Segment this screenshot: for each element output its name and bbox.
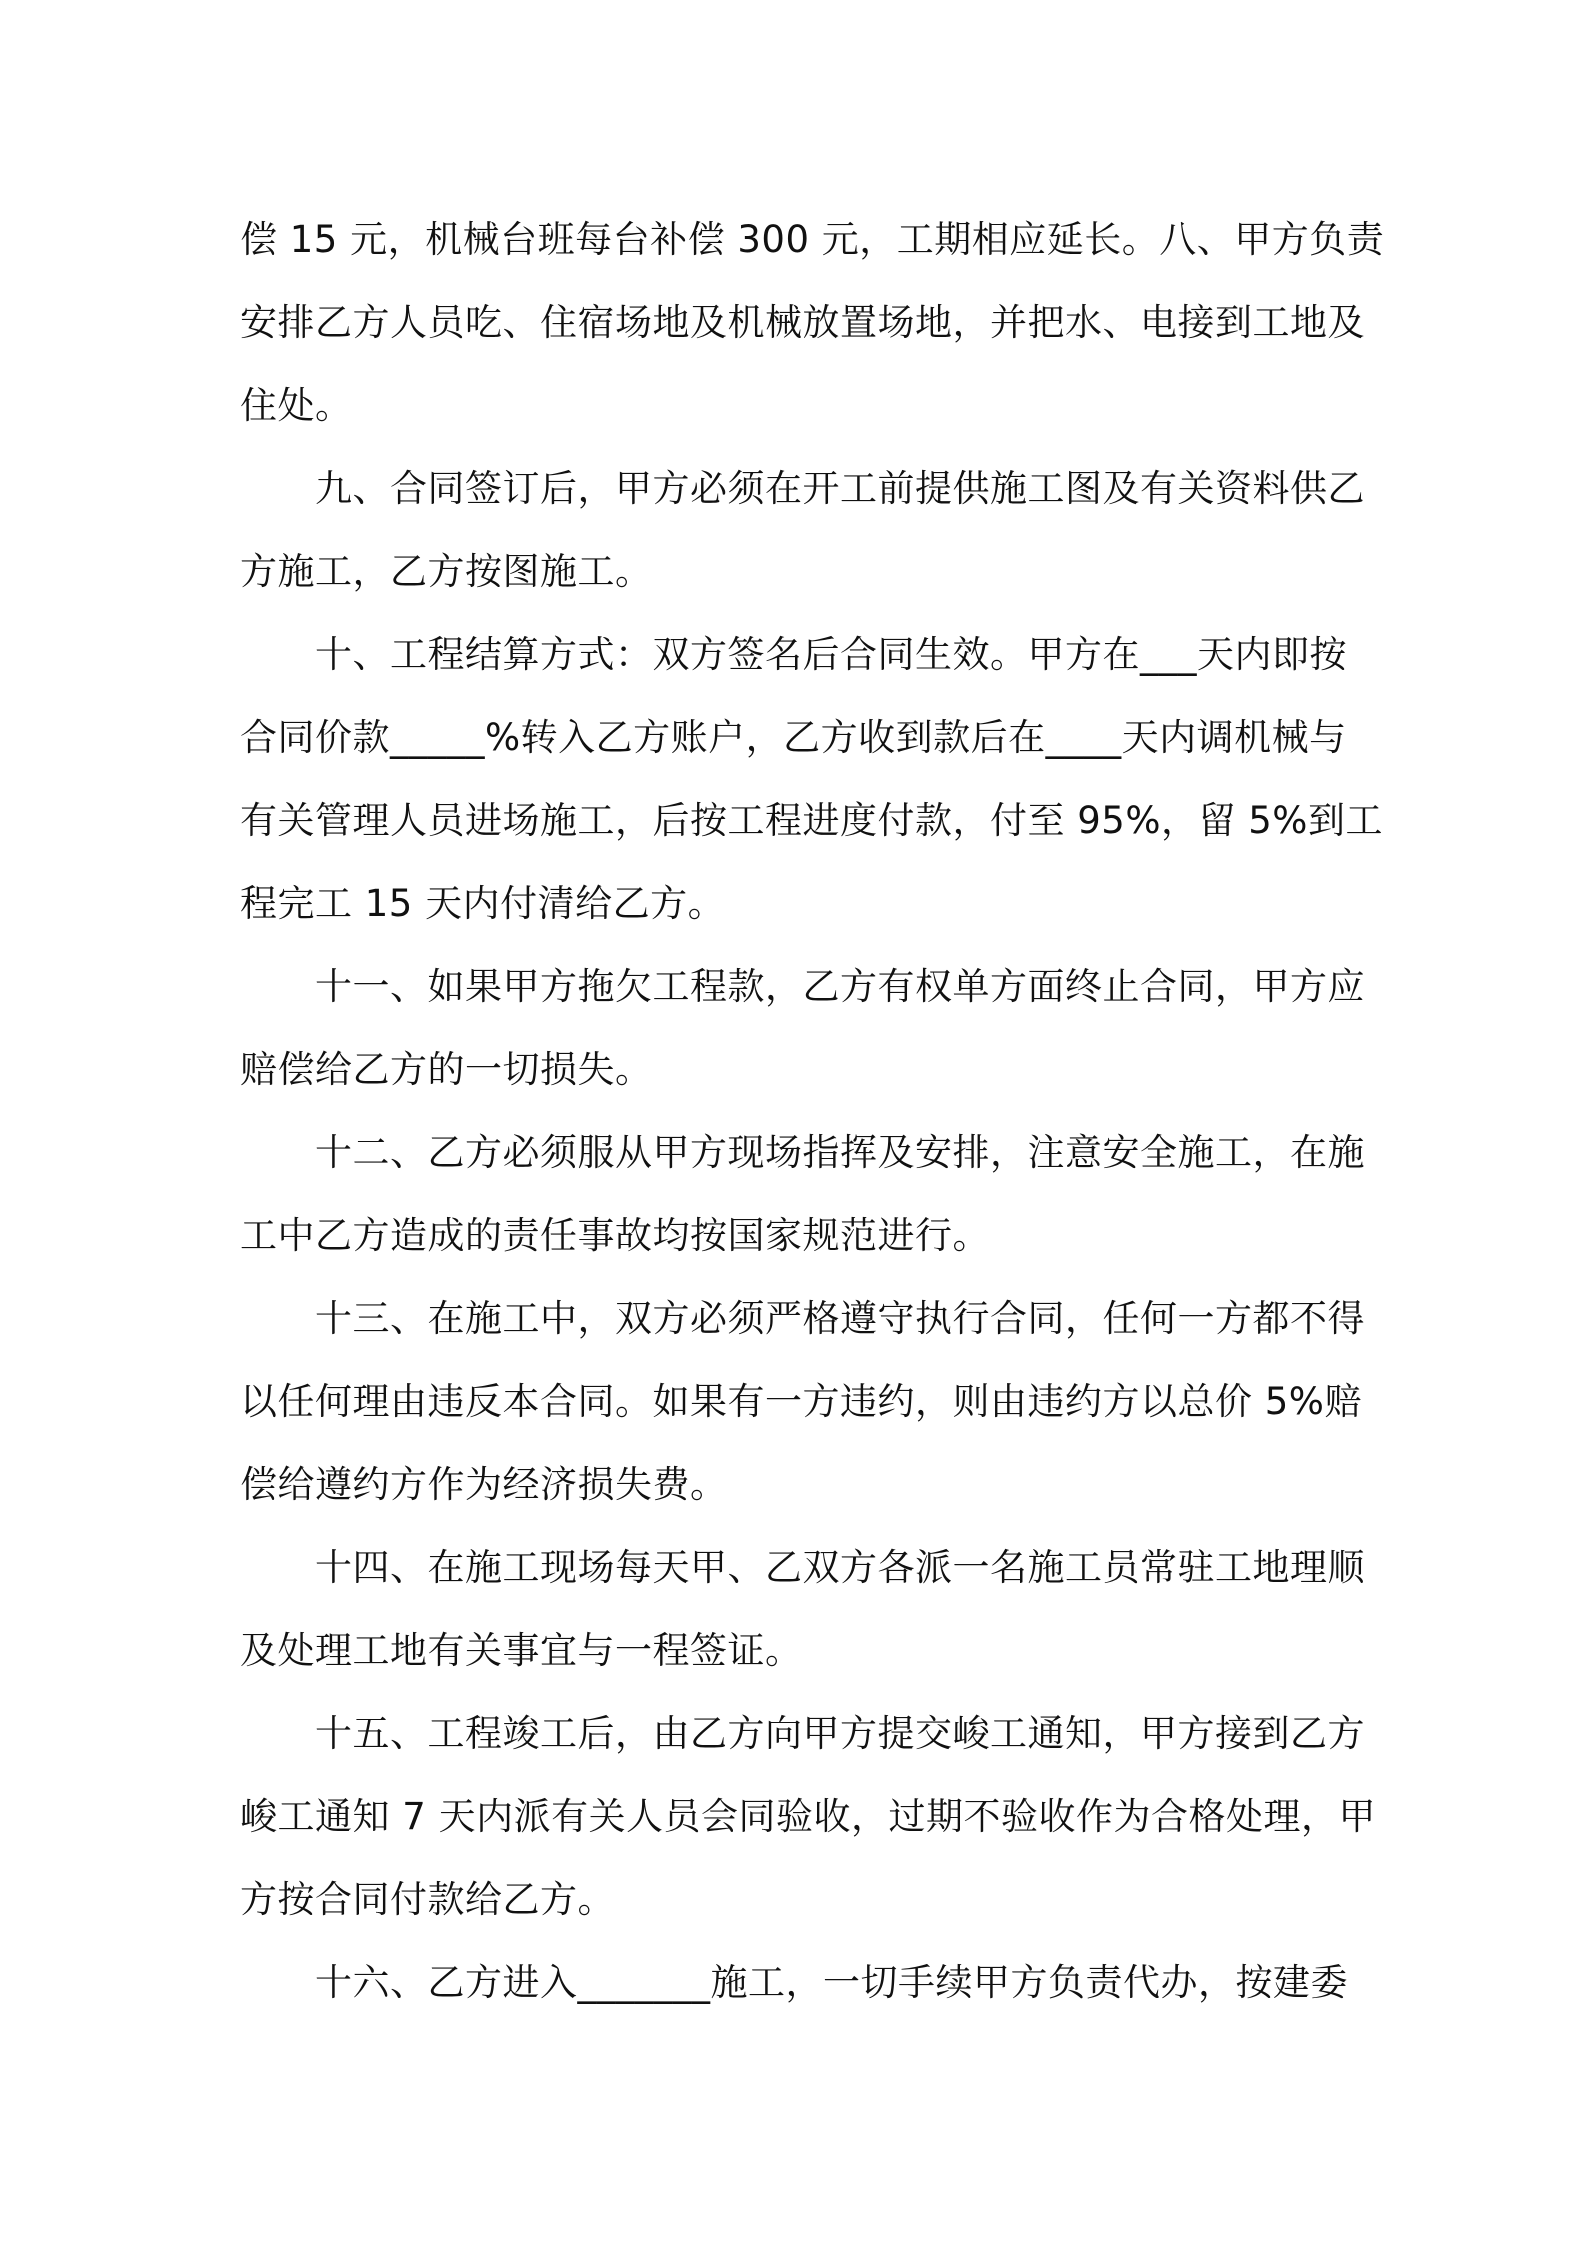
paragraph-start-line: 十六、乙方进入_______施工，一切手续甲方负责代办，按建委 (315, 1961, 1348, 2004)
text-line: 程完工 15 天内付清给乙方。 (240, 882, 726, 925)
paragraph-start-line: 十四、在施工现场每天甲、乙双方各派一名施工员常驻工地理顺 (315, 1546, 1365, 1589)
text-line: 工中乙方造成的责任事故均按国家规范进行。 (240, 1214, 990, 1257)
text-line: 峻工通知 7 天内派有关人员会同验收，过期不验收作为合格处理，甲 (240, 1795, 1377, 1838)
text-line: 及处理工地有关事宜与一程签证。 (240, 1629, 803, 1672)
text-line: 以任何理由违反本合同。如果有一方违约，则由违约方以总价 5%赔 (240, 1380, 1362, 1423)
document-body (240, 198, 1385, 2024)
text-line: 偿给遵约方作为经济损失费。 (240, 1463, 728, 1506)
paragraph-start-line: 十、工程结算方式：双方签名后合同生效。甲方在___天内即按 (315, 633, 1347, 676)
text-line: 方按合同付款给乙方。 (240, 1878, 615, 1921)
text-line: 方施工，乙方按图施工。 (240, 550, 653, 593)
paragraph-start-line: 十二、乙方必须服从甲方现场指挥及安排，注意安全施工，在施 (315, 1131, 1365, 1174)
text-line: 安排乙方人员吃、住宿场地及机械放置场地，并把水、电接到工地及 (240, 301, 1365, 344)
paragraph-start-line: 十五、工程竣工后，由乙方向甲方提交峻工通知，甲方接到乙方 (315, 1712, 1365, 1755)
text-line: 偿 15 元，机械台班每台补偿 300 元，工期相应延长。八、甲方负责 (240, 218, 1385, 261)
text-line: 住处。 (240, 384, 353, 427)
paragraph-start-line: 十一、如果甲方拖欠工程款，乙方有权单方面终止合同，甲方应 (315, 965, 1365, 1008)
text-line: 赔偿给乙方的一切损失。 (240, 1048, 653, 1091)
paragraph-start-line: 九、合同签订后，甲方必须在开工前提供施工图及有关资料供乙 (315, 467, 1365, 510)
text-line: 合同价款_____%转入乙方账户，乙方收到款后在____天内调机械与 (240, 716, 1347, 759)
text-line: 有关管理人员进场施工，后按工程进度付款，付至 95%，留 5%到工 (240, 799, 1383, 842)
paragraph-start-line: 十三、在施工中，双方必须严格遵守执行合同，任何一方都不得 (315, 1297, 1365, 1340)
